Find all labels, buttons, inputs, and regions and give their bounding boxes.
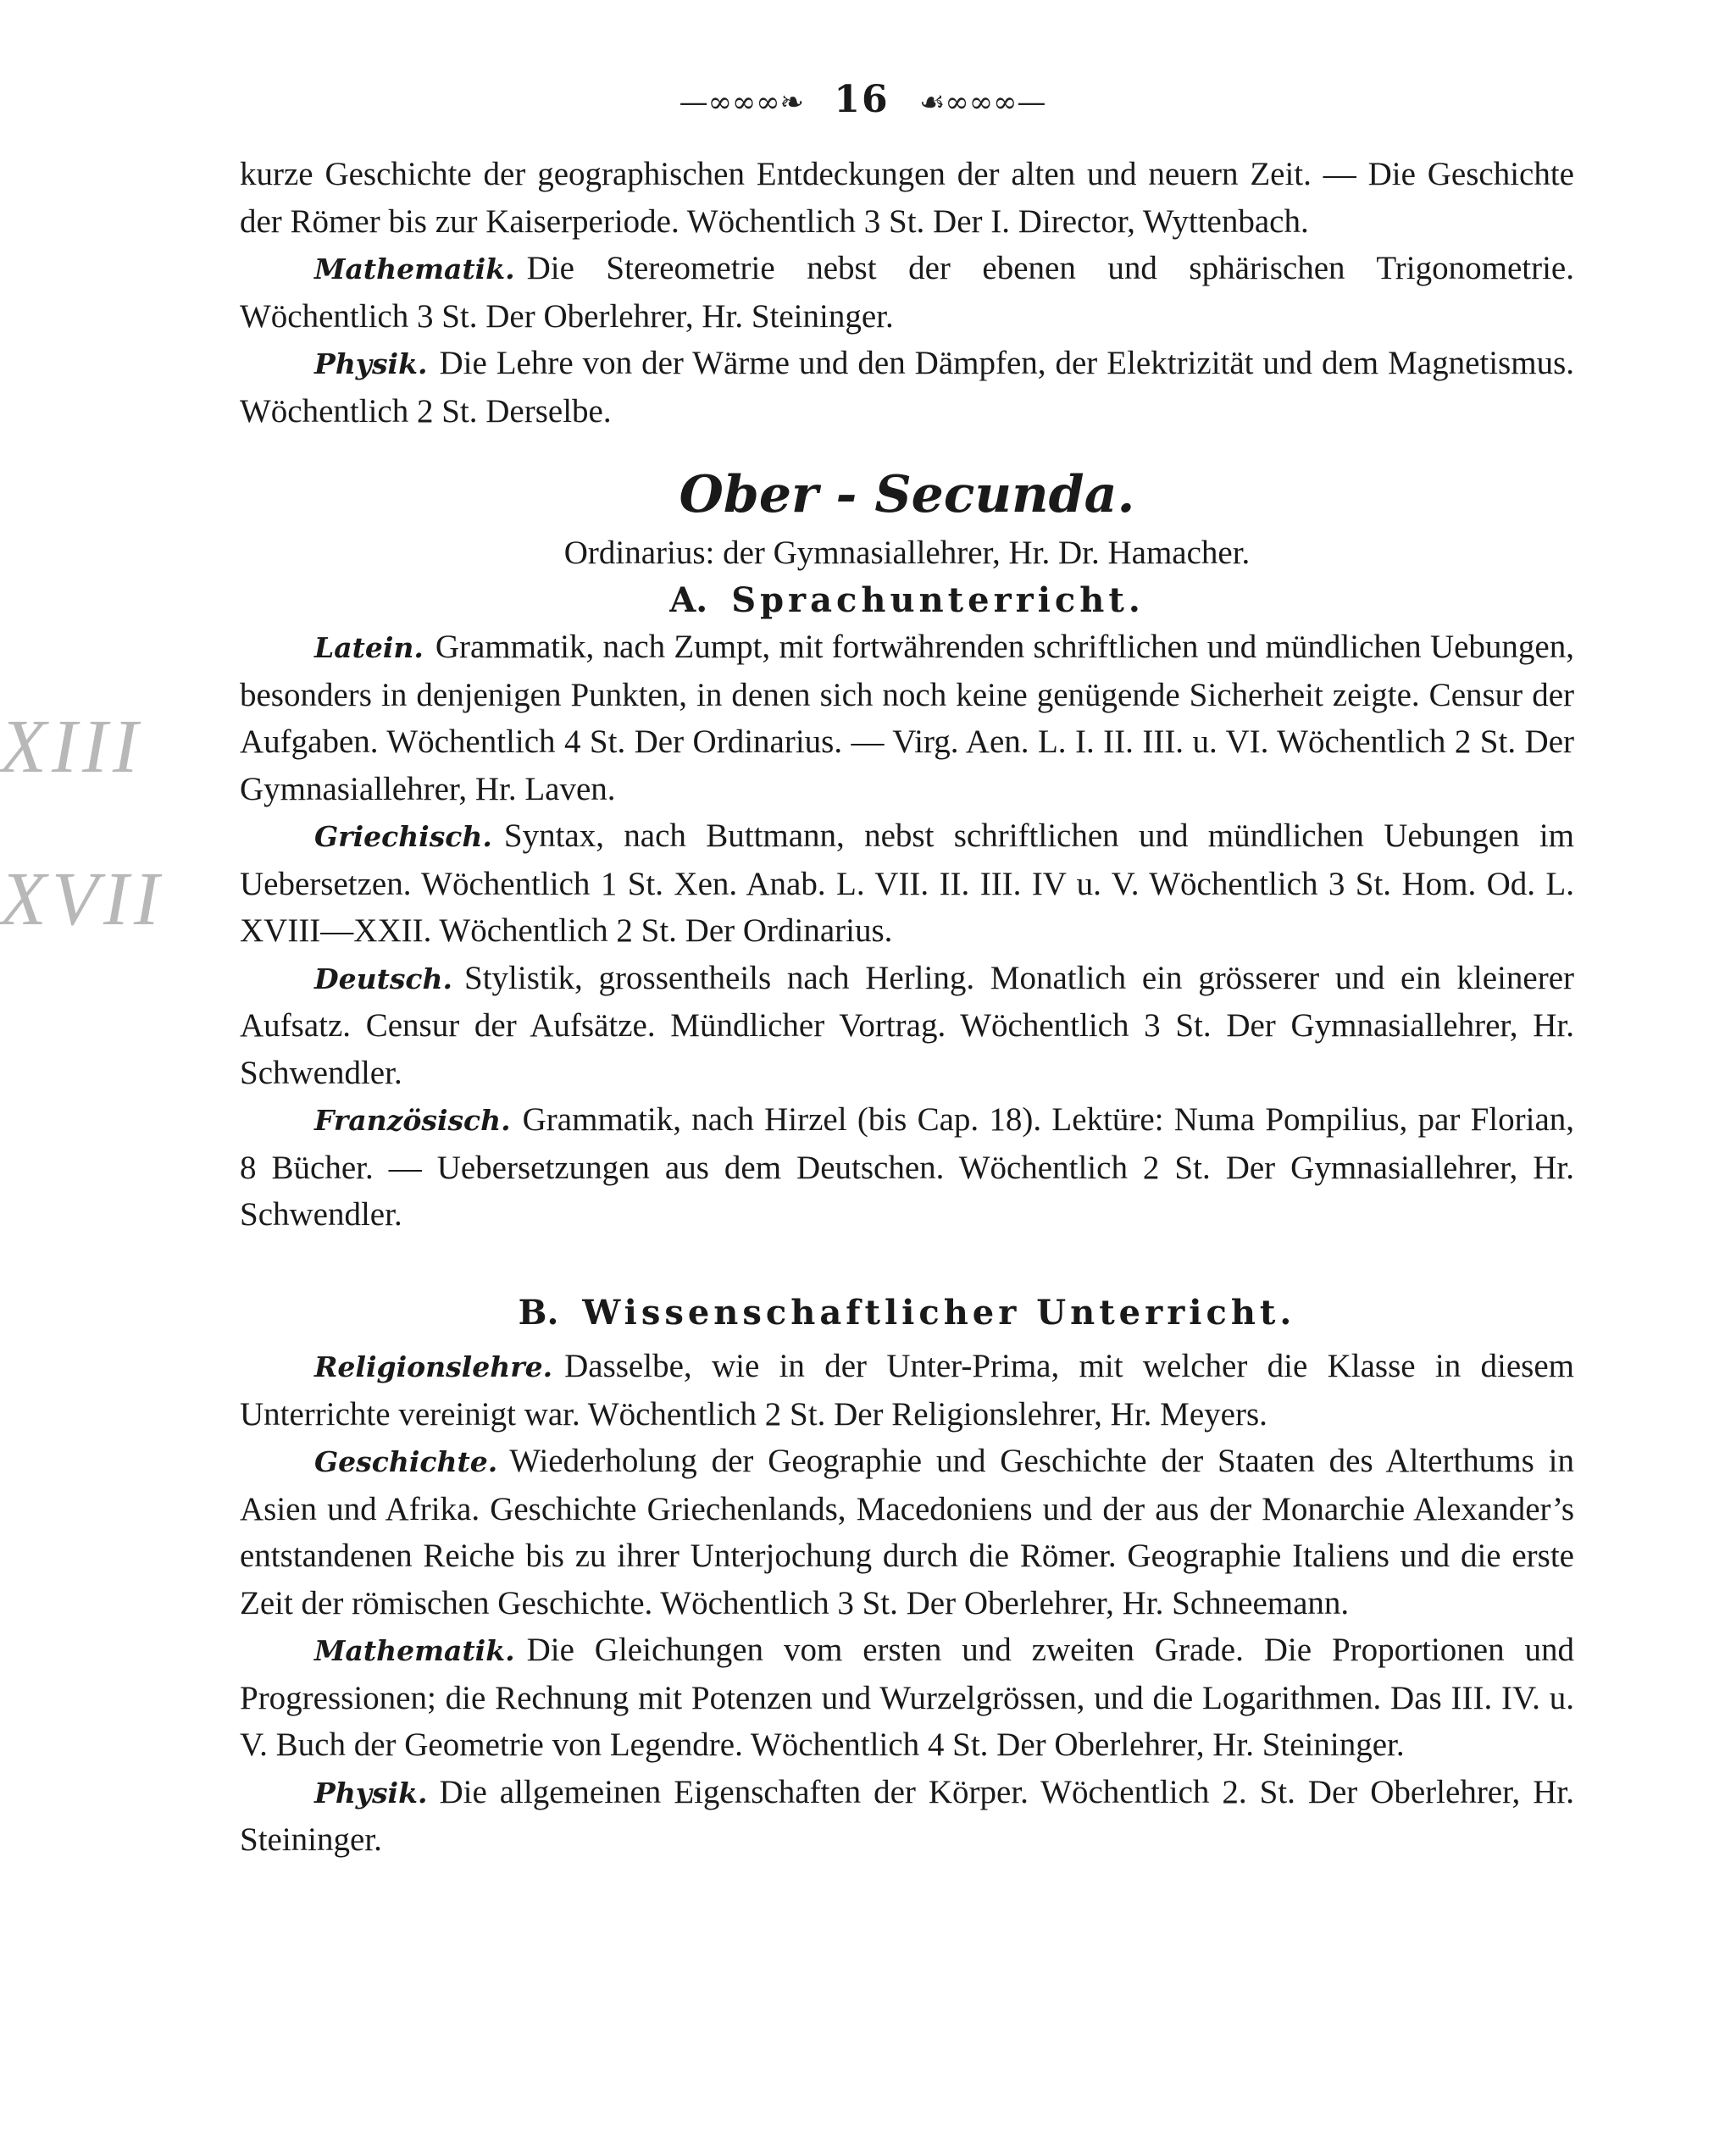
- paragraph-physik-top: [240, 340, 1574, 435]
- paragraph-text: Stylistik, grossentheils nach Herling. Monatlich ein grösserer und ein kleinerer Aufsatz. Censur der Aufsätze. Mündlicher Vortrag. Wöchentlich 3 St. Der Gymnasiallehrer, Hr. Schwendler.: [240, 959, 1574, 1091]
- section-a-heading: [240, 577, 1574, 624]
- paragraph-text: Dasselbe, wie in der Unter-Prima, mit welcher die Klasse in diesem Unterrichte vereinigt war. Wöchentlich 2 St. Der Religionslehrer, Hr. Meyers.: [240, 1348, 1574, 1433]
- subject-label: Geschichte.: [314, 1445, 498, 1478]
- paragraph-franzoesisch: [240, 1096, 1574, 1239]
- body-text: [240, 151, 1574, 1864]
- section-b-heading: [240, 1289, 1574, 1337]
- paragraph-physik: [240, 1769, 1574, 1864]
- class-title: Ober - Secunda.: [679, 465, 1135, 524]
- paragraph-mathematik: [240, 1627, 1574, 1769]
- subject-label: Mathematik.: [314, 252, 515, 285]
- ordinarius-line: Ordinarius: der Gymnasiallehrer, Hr. Dr. Hamacher.: [563, 535, 1251, 571]
- intro-paragraph: kurze Geschichte der geographischen Entdeckungen der alten und neuern Zeit. — Die Geschichte der Römer bis zur Kaiserperiode. Wöchentlich 3 St. Der I. Director, Wyttenbach.: [240, 156, 1574, 240]
- paragraph-geschichte: [240, 1438, 1574, 1627]
- section-letter: B.: [518, 1292, 559, 1333]
- section-title: Sprachunterricht.: [731, 579, 1145, 620]
- paragraph-text: Grammatik, nach Zumpt, mit fortwährenden schriftlichen und mündlichen Uebungen, besonders in denjenigen Punkten, in denen sich noch keine genügende Sicherheit zeigte. Censur der Aufgaben. Wöchentlich 4 St. Der Ordinarius. — Virg. Aen. L. I. II. III. u. VI. Wöchentlich 2 St. Der Gymnasiallehrer, Hr. Laven.: [240, 629, 1574, 807]
- paragraph-text: Die Gleichungen vom ersten und zweiten Grade. Die Proportionen und Progressionen; die Rechnung mit Potenzen und Wurzelgrössen, und die Logarithmen. Das III. IV. u. V. Buch der Geometrie von Legendre. Wöchentlich 4 St. Der Oberlehrer, Hr. Steininger.: [240, 1632, 1574, 1763]
- subject-label: Physik.: [314, 1776, 428, 1810]
- paragraph-religionslehre: [240, 1343, 1574, 1438]
- page-header: [0, 78, 1725, 121]
- paragraph-text: Die Stereometrie nebst der ebenen und sphärischen Trigonometrie. Wöchentlich 3 St. Der Oberlehrer, Hr. Steininger.: [240, 250, 1574, 335]
- subject-label: Religionslehre.: [314, 1350, 553, 1383]
- page-number: 16: [834, 78, 890, 121]
- paragraph-text: Die allgemeinen Eigenschaften der Körper. Wöchentlich 2. St. Der Oberlehrer, Hr. Steininger.: [240, 1773, 1574, 1858]
- subject-label: Latein.: [314, 631, 424, 664]
- paragraph-text: Syntax, nach Buttmann, nebst schriftlichen und mündlichen Uebungen im Uebersetzen. Wöchentlich 1 St. Xen. Anab. L. VII. II. III. IV u. V. Wöchentlich 3 St. Hom. Od. L. XVIII—XXII. Wöchentlich 2 St. Der Ordinarius.: [240, 818, 1574, 949]
- paragraph-griechisch: [240, 812, 1574, 955]
- paragraph-deutsch: [240, 955, 1574, 1097]
- paragraph-text: Die Lehre von der Wärme und den Dämpfen, der Elektrizität und dem Magnetismus. Wöchentlich 2 St. Derselbe.: [240, 345, 1574, 430]
- paragraph-mathematik-top: [240, 245, 1574, 340]
- subject-label: Mathematik.: [314, 1634, 515, 1667]
- paragraph-latein: [240, 624, 1574, 812]
- subject-label: Französisch.: [314, 1104, 511, 1137]
- section-title: Wissenschaftlicher Unterricht.: [582, 1292, 1296, 1333]
- margin-mark-1: XIII: [0, 705, 143, 789]
- header-ornament-right: ☙∞∞∞—: [918, 86, 1046, 119]
- subject-label: Griechisch.: [314, 820, 492, 853]
- header-ornament-left: —∞∞∞❧: [679, 86, 805, 119]
- subject-label: Deutsch.: [314, 962, 453, 995]
- paragraph-text: Wiederholung der Geographie und Geschichte der Staaten des Alterthums in Asien und Afrika. Geschichte Griechenlands, Macedoniens und der aus der Monarchie Alexander’s entstandenen Reiche bis zu ihrer Unterjochung durch die Römer. Geographie Italiens und die erste Zeit der römischen Geschichte. Wöchentlich 3 St. Der Oberlehrer, Hr. Schneemann.: [240, 1443, 1574, 1621]
- paragraph-text: Grammatik, nach Hirzel (bis Cap. 18). Lektüre: Numa Pompilius, par Florian, 8 Bücher. — Uebersetzungen aus dem Deutschen. Wöchentlich 2 St. Der Gymnasiallehrer, Hr. Schwendler.: [240, 1101, 1574, 1233]
- subject-label: Physik.: [314, 347, 428, 380]
- section-letter: A.: [669, 579, 708, 620]
- margin-mark-2: XVII: [0, 857, 164, 941]
